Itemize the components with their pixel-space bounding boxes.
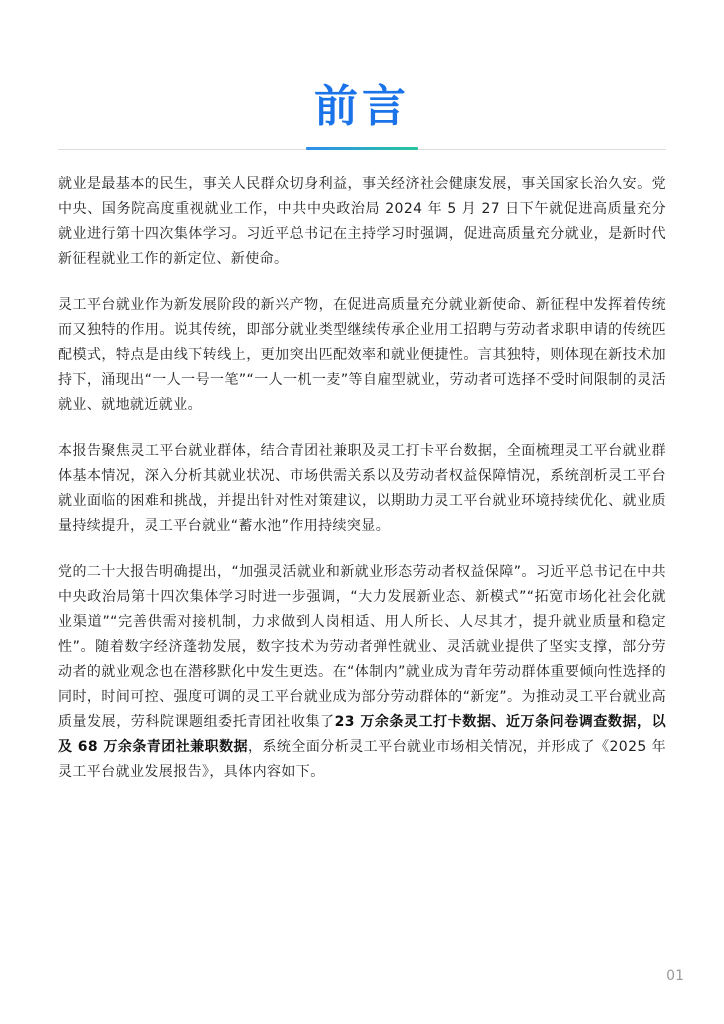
paragraph-2 <box>58 293 666 418</box>
page-number: 01 <box>666 968 684 984</box>
paragraph-4-text-end: ，系统全面分析灵工平台就业市场相关情况，并形成了《2025 年灵工平台就业发展报告》，具体内容如下。 <box>58 739 666 780</box>
paragraph-2-text: 灵工平台就业作为新发展阶段的新兴产物，在促进高质量充分就业新使命、新征程中发挥着传统而又独特的作用。说其传统，即部分就业类型继续传承企业用工招聘与劳动者求职申请的传统匹配模式，特点是由线下转线上，更加突出匹配效率和就业便捷性。言其独特，则体现在新技术加持下，涌现出“一人一号一笔”“一人一机一麦”等自雇型就业，劳动者可选择不受时间限制的灵活就业、就地就近就业。 <box>58 297 666 413</box>
paragraph-4-text-start: 党的二十大报告明确提出，“加强灵活就业和新就业形态劳动者权益保障”。习近平总书记在中共中央政治局第十四次集体学习时进一步强调，“大力发展新业态、新模式”“拓宽市场化社会化就业渠道”“完善供需对接机制，力求做到人岗相适、用人所长、人尽其才，提升就业质量和稳定性”。随着数字经济蓬勃发展，数字技术为劳动者弹性就业、灵活就业提供了坚实支撑，部分劳动者的就业观念也在潜移默化中发生更迭。在“体制内”就业成为青年劳动群体重要倾向性选择的同时，时间可控、强度可调的灵工平台就业成为部分劳动群体的“新宠”。为推动灵工平台就业高质量发展，劳科院课题组委托青团社收集了 <box>58 564 666 730</box>
paragraph-1-text: 就业是最基本的民生，事关人民群众切身利益，事关经济社会健康发展，事关国家长治久安。党中央、国务院高度重视就业工作，中共中央政治局 2024 年 5 月 27 日下午就促进高质量充分就业进行第十四次集体学习。习近平总书记在主持学习时强调，促进高质量充分就业，是新时代新征程就业工作的新定位、新使命。 <box>58 176 666 267</box>
page-title: 前言 <box>314 81 410 132</box>
paragraph-4-highlight: 23 万余条灵工打卡数据、近万条问卷调查数据，以及 68 万余条青团社兼职数据 <box>58 714 666 755</box>
paragraph-4 <box>58 560 666 785</box>
preface-body <box>58 172 666 806</box>
paragraph-3-text: 本报告聚焦灵工平台就业群体，结合青团社兼职及灵工打卡平台数据，全面梳理灵工平台就业群体基本情况，深入分析其就业状况、市场供需关系以及劳动者权益保障情况，系统剖析灵工平台就业面临的困难和挑战，并提出针对性对策建议，以期助力灵工平台就业环境持续优化、就业质量持续提升，灵工平台就业“蓄水池”作用持续突显。 <box>58 443 666 534</box>
paragraph-1 <box>58 172 666 272</box>
paragraph-3 <box>58 439 666 539</box>
title-accent-bar <box>306 147 418 150</box>
